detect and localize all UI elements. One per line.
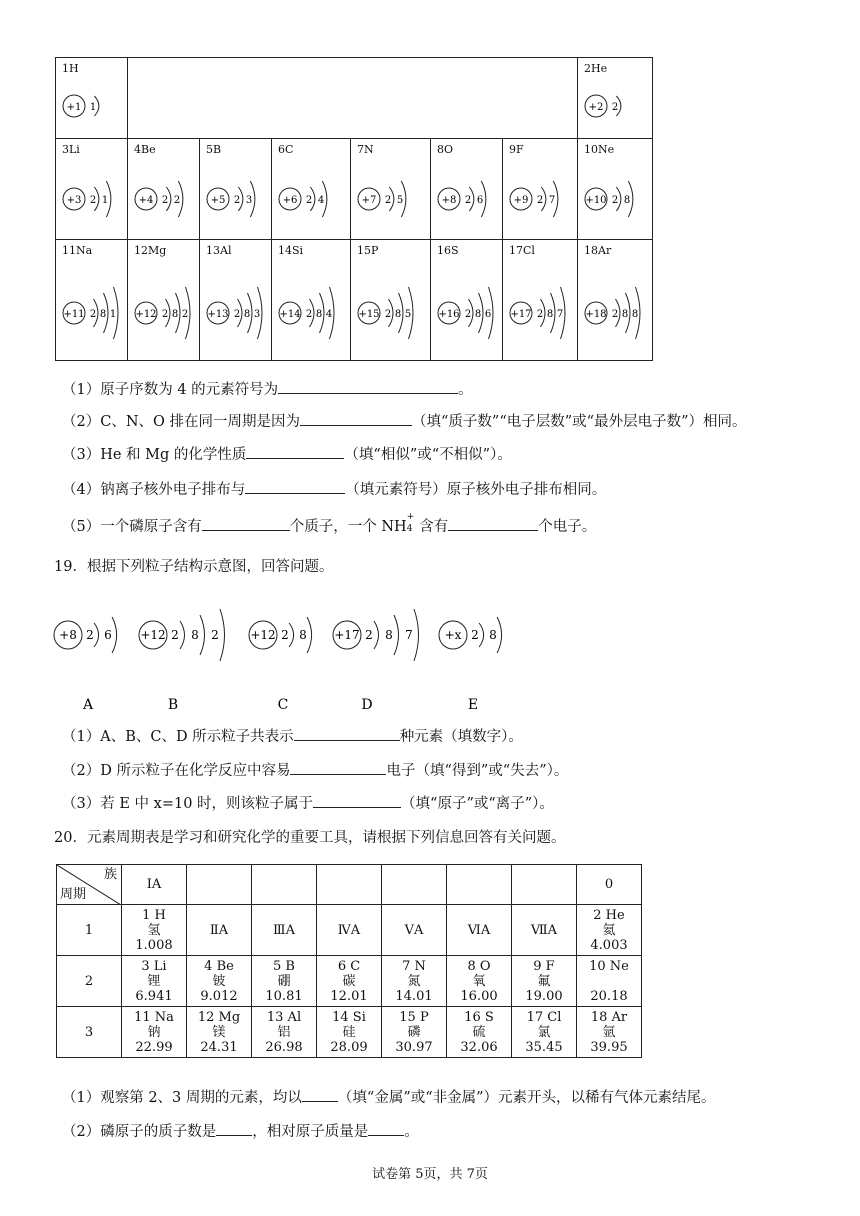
shell-electron-count: 8 <box>489 628 497 642</box>
shell-electron-count: 8 <box>243 309 251 320</box>
shell-electron-count: 6 <box>484 309 492 320</box>
element-cell-line: 硼 <box>277 973 291 989</box>
shell-electron-count: 2 <box>611 309 619 320</box>
element-label: 15P <box>357 244 379 257</box>
element-label: 10Ne <box>584 143 615 156</box>
element-label: 1H <box>62 62 79 75</box>
shell-electron-count: 8 <box>631 309 639 320</box>
element-cell-line: ⅦA <box>530 922 558 938</box>
atom-diagram <box>351 240 421 360</box>
element-cell-line: 11 Na <box>134 1009 174 1025</box>
element-cell-line <box>577 974 641 989</box>
element-label: 13Al <box>206 244 232 257</box>
element-cell-line: 碳 <box>342 973 356 989</box>
shell-electron-count: 2 <box>384 195 392 206</box>
shell-electron-count: 2 <box>384 309 392 320</box>
element-label: 9F <box>509 143 524 156</box>
element-cell-line: 2 He <box>593 907 625 923</box>
shell-electron-count: 4 <box>325 309 333 320</box>
nucleus-charge: +14 <box>279 309 301 320</box>
element-cell <box>252 1007 317 1058</box>
shell-electron-count: 2 <box>211 628 219 642</box>
electron-shell-arc <box>180 621 185 649</box>
electron-shell-arc <box>307 617 312 653</box>
element-cell-line: 氯 <box>537 1024 551 1040</box>
element-cell-line: 6.941 <box>135 988 173 1004</box>
element-label: 6C <box>278 143 294 156</box>
shell-electron-count: 2 <box>365 628 373 642</box>
nucleus-charge: +7 <box>361 195 377 206</box>
element-cell-line: 15 P <box>399 1009 429 1025</box>
element-cell-line: 7 N <box>402 958 426 974</box>
atom-cell <box>431 139 503 240</box>
nucleus-charge: +18 <box>585 309 607 320</box>
shell-electron-count: 2 <box>471 628 479 642</box>
atom-cell <box>503 240 578 361</box>
element-cell <box>187 956 252 1007</box>
element-cell <box>382 905 447 956</box>
element-cell-line: 钠 <box>147 1024 161 1040</box>
shell-electron-count: 5 <box>396 195 404 206</box>
atom-diagram <box>431 240 501 360</box>
nucleus-charge: +17 <box>510 309 532 320</box>
element-cell-line: 10 Ne <box>589 958 629 974</box>
shell-electron-count: 2 <box>611 102 619 113</box>
answer-blank[interactable] <box>302 1087 338 1102</box>
shell-electron-count: 2 <box>171 628 179 642</box>
particle-label: E <box>467 697 479 713</box>
element-cell-line: 14.01 <box>395 988 433 1004</box>
shell-electron-count: 6 <box>104 628 112 642</box>
pt-header-cell: ⅠA <box>122 865 187 905</box>
element-label: 3Li <box>62 143 80 156</box>
element-cell-line: 22.99 <box>135 1039 173 1055</box>
shell-electron-count: 8 <box>621 309 629 320</box>
shell-electron-count: 2 <box>89 309 97 320</box>
q18-part2: （2）C、N、O 排在同一周期是因为 （填“质子数”“电子层数”或“最外层电子数”）相同。 <box>62 410 747 431</box>
shell-electron-count: 1 <box>89 102 97 113</box>
particle-diagrams <box>50 585 510 719</box>
particles-svg <box>50 585 510 715</box>
period-number: 2 <box>57 956 122 1007</box>
element-cell-line: 18 Ar <box>590 1009 628 1025</box>
atom-cell <box>503 139 578 240</box>
element-cell-line: 硅 <box>342 1024 356 1040</box>
electron-shell-arc <box>497 617 502 653</box>
nucleus-charge: +11 <box>63 309 85 320</box>
answer-blank[interactable] <box>246 444 344 459</box>
electron-shell-arc <box>220 609 225 661</box>
shell-electron-count: 8 <box>385 628 393 642</box>
element-cell-line: ⅢA <box>273 922 295 938</box>
pt-header-cell <box>187 865 252 905</box>
answer-blank[interactable] <box>245 479 345 494</box>
element-cell <box>512 905 577 956</box>
element-cell-line: 氩 <box>602 1024 616 1040</box>
pt-header-cell <box>317 865 382 905</box>
period-number: 1 <box>57 905 122 956</box>
atom-cell <box>272 139 351 240</box>
shell-electron-count: 1 <box>109 309 117 320</box>
element-cell <box>187 905 252 956</box>
element-cell-line: 磷 <box>407 1024 421 1040</box>
electron-shell-arc <box>394 615 399 655</box>
atom-cell <box>431 240 503 361</box>
period-number: 3 <box>57 1007 122 1058</box>
element-cell <box>317 956 382 1007</box>
nh4-ion-scripts: + 4 <box>406 512 415 534</box>
nucleus-charge: +1 <box>66 102 82 113</box>
answer-blank[interactable] <box>278 379 458 394</box>
element-cell <box>577 905 642 956</box>
atom-diagram <box>272 240 342 360</box>
q19-part1: （1）A、B、C、D 所示粒子共表示 种元素（填数字）。 <box>62 725 523 746</box>
atom-structure-table <box>55 57 653 361</box>
element-cell-line: 1.008 <box>135 937 173 953</box>
atom-diagram <box>128 240 198 360</box>
element-label: 18Ar <box>584 244 612 257</box>
atom-cell <box>128 139 200 240</box>
shell-electron-count: 6 <box>476 195 484 206</box>
element-cell-line: 8 O <box>467 958 491 974</box>
element-cell-line: 12.01 <box>330 988 368 1004</box>
element-label: 17Cl <box>509 244 535 257</box>
q20-part2: （2）磷原子的质子数是 ，相对原子质量是 。 <box>62 1120 419 1141</box>
electron-shell-arc <box>112 617 117 653</box>
element-cell-line: ⅤA <box>404 922 424 938</box>
element-label: 7N <box>357 143 374 156</box>
shell-electron-count: 2 <box>233 195 241 206</box>
element-cell-line: 14 Si <box>332 1009 366 1025</box>
nucleus-charge: +12 <box>135 309 157 320</box>
element-cell <box>122 1007 187 1058</box>
element-cell-line: 12 Mg <box>197 1009 241 1025</box>
q18-part5: （5）一个磷原子含有 个质子，一个 NH + 4 含有 个电子。 <box>62 512 597 535</box>
element-cell-line: 19.00 <box>525 988 563 1004</box>
nucleus-charge: +x <box>444 628 462 642</box>
atom-diagram <box>578 240 648 360</box>
element-cell <box>252 905 317 956</box>
element-cell-line: 锂 <box>147 973 161 989</box>
atom-cell <box>200 240 272 361</box>
shell-electron-count: 4 <box>317 195 325 206</box>
nucleus-charge: +12 <box>140 628 166 642</box>
particle-label: A <box>82 697 94 713</box>
atom-cell <box>578 240 653 361</box>
nucleus-charge: +8 <box>59 628 77 642</box>
shell-electron-count: 2 <box>611 195 619 206</box>
shell-electron-count: 8 <box>171 309 179 320</box>
element-cell-line: 6 C <box>337 958 361 974</box>
pt-period-row <box>57 956 642 1007</box>
shell-electron-count: 2 <box>305 195 313 206</box>
shell-electron-count: 7 <box>548 195 556 206</box>
page-footer: 试卷第 5页，共 7页 <box>372 1167 488 1182</box>
nucleus-charge: +17 <box>334 628 360 642</box>
atom-diagram <box>200 240 270 360</box>
element-label: 12Mg <box>134 244 167 257</box>
element-cell <box>187 1007 252 1058</box>
atom-cell <box>578 139 653 240</box>
element-cell <box>447 905 512 956</box>
shell-electron-count: 8 <box>474 309 482 320</box>
answer-blank[interactable] <box>448 516 538 531</box>
nucleus-charge: +10 <box>585 195 607 206</box>
answer-blank[interactable] <box>368 1121 404 1136</box>
element-label: 2He <box>584 62 608 75</box>
shell-electron-count: 7 <box>556 309 564 320</box>
element-label: 5B <box>206 143 222 156</box>
element-cell-line: 氦 <box>602 922 616 938</box>
element-cell-line: 16 S <box>464 1009 494 1025</box>
shell-electron-count: 2 <box>161 195 169 206</box>
shell-electron-count: 2 <box>181 309 189 320</box>
nucleus-charge: +9 <box>513 195 529 206</box>
pt-header-cell <box>512 865 577 905</box>
nucleus-charge: +13 <box>207 309 229 320</box>
q18-part3: （3）He 和 Mg 的化学性质 （填“相似”或“不相似”）。 <box>62 443 512 464</box>
element-cell-line: ⅣA <box>337 922 361 938</box>
shell-electron-count: 2 <box>305 309 313 320</box>
element-cell <box>577 956 642 1007</box>
shell-electron-count: 2 <box>464 195 472 206</box>
element-label: 8O <box>437 143 454 156</box>
element-cell-line: 20.18 <box>590 988 628 1004</box>
shell-electron-count: 2 <box>536 309 544 320</box>
answer-blank[interactable] <box>216 1121 252 1136</box>
answer-blank[interactable] <box>313 793 401 808</box>
element-cell-line: 铝 <box>277 1024 291 1040</box>
atom-cell <box>56 139 128 240</box>
q20-title: 20．元素周期表是学习和研究化学的重要工具，请根据下列信息回答有关问题。 <box>54 830 566 846</box>
shell-electron-count: 2 <box>173 195 181 206</box>
element-label: 14Si <box>278 244 304 257</box>
shell-electron-count: 8 <box>546 309 554 320</box>
element-cell <box>447 1007 512 1058</box>
element-cell-line: 24.31 <box>200 1039 238 1055</box>
shell-electron-count: 3 <box>245 195 253 206</box>
atom-cell <box>272 240 351 361</box>
atom-cell-1h <box>56 58 128 139</box>
element-cell-line: ⅥA <box>467 922 491 938</box>
pt-header-cell <box>447 865 512 905</box>
element-cell-line: 16.00 <box>460 988 498 1004</box>
electron-shell-arc <box>479 623 484 647</box>
shell-electron-count: 2 <box>281 628 289 642</box>
element-cell-line: 氮 <box>407 973 421 989</box>
nucleus-charge: +16 <box>438 309 460 320</box>
electron-shell-arc <box>200 615 205 655</box>
element-cell-line: 铍 <box>212 973 226 989</box>
atom-cell-2he <box>578 58 653 139</box>
q18-part4: （4）钠离子核外电子排布与 （填元素符号）原子核外电子排布相同。 <box>62 478 606 499</box>
nucleus-charge: +15 <box>358 309 380 320</box>
shell-electron-count: 1 <box>101 195 109 206</box>
atom-cell <box>56 240 128 361</box>
particle-label: C <box>277 697 289 713</box>
shell-electron-count: 7 <box>405 628 413 642</box>
element-cell-line: 1 H <box>142 907 166 923</box>
element-cell <box>382 956 447 1007</box>
shell-electron-count: 2 <box>89 195 97 206</box>
electron-shell-arc <box>374 621 379 649</box>
element-cell-line: 4 Be <box>204 958 234 974</box>
pt-corner: 族 周期 <box>57 865 122 905</box>
element-cell-line: 氟 <box>537 973 551 989</box>
atom-diagram <box>503 240 573 360</box>
empty-block <box>128 58 578 139</box>
shell-electron-count: 8 <box>315 309 323 320</box>
pt-period-row <box>57 905 642 956</box>
answer-blank[interactable] <box>294 726 400 741</box>
element-cell <box>382 1007 447 1058</box>
element-cell-line: 硫 <box>472 1024 486 1040</box>
element-cell <box>577 1007 642 1058</box>
particle-label: B <box>167 697 179 713</box>
pt-header-row <box>57 865 642 905</box>
shell-electron-count: 5 <box>404 309 412 320</box>
shell-electron-count: 8 <box>394 309 402 320</box>
q20-part1: （1）观察第 2、3 周期的元素，均以 （填“金属”或“非金属”）元素开头，以稀有气体元素结尾。 <box>62 1086 716 1107</box>
shell-electron-count: 2 <box>86 628 94 642</box>
q18-part1: （1）原子序数为 4 的元素符号为 。 <box>62 378 473 399</box>
shell-electron-count: 8 <box>623 195 631 206</box>
shell-electron-count: 3 <box>253 309 261 320</box>
shell-electron-count: 8 <box>99 309 107 320</box>
element-cell-line: 4.003 <box>590 937 628 953</box>
answer-blank[interactable] <box>202 516 290 531</box>
pt-header-cell <box>382 865 447 905</box>
q19-part2: （2）D 所示粒子在化学反应中容易 电子（填“得到”或“失去”）。 <box>62 759 568 780</box>
nucleus-charge: +4 <box>138 195 154 206</box>
element-cell-line: 32.06 <box>460 1039 498 1055</box>
element-cell-line: 镁 <box>212 1024 226 1040</box>
pt-header-cell <box>252 865 317 905</box>
element-cell-line: 9.012 <box>200 988 238 1004</box>
periodic-table <box>56 864 642 1058</box>
pt-header-cell: 0 <box>577 865 642 905</box>
atom-diagram <box>56 240 126 360</box>
element-cell-line: 28.09 <box>330 1039 368 1055</box>
element-cell-line: 10.81 <box>265 988 303 1004</box>
atom-cell <box>351 139 431 240</box>
element-cell <box>252 956 317 1007</box>
atom-cell <box>351 240 431 361</box>
nucleus-charge: +12 <box>250 628 276 642</box>
element-cell <box>447 956 512 1007</box>
element-cell-line: 35.45 <box>525 1039 563 1055</box>
atom-cell <box>128 240 200 361</box>
electron-shell-arc <box>289 623 294 647</box>
q19-title: 19．根据下列粒子结构示意图，回答问题。 <box>54 559 334 575</box>
element-cell-line: 3 Li <box>141 958 167 974</box>
element-cell-line: 5 B <box>273 958 295 974</box>
element-label: 16S <box>437 244 459 257</box>
nucleus-charge: +8 <box>441 195 457 206</box>
element-cell <box>122 956 187 1007</box>
element-cell-line: 30.97 <box>395 1039 433 1055</box>
shell-electron-count: 8 <box>191 628 199 642</box>
element-cell <box>512 956 577 1007</box>
q19-part3: （3）若 E 中 x=10 时，则该粒子属于 （填“原子”或“离子”）。 <box>62 792 554 813</box>
element-cell-line: ⅡA <box>209 922 229 938</box>
shell-electron-count: 2 <box>536 195 544 206</box>
shell-electron-count: 2 <box>233 309 241 320</box>
shell-electron-count: 2 <box>161 309 169 320</box>
element-cell <box>317 1007 382 1058</box>
element-label: 4Be <box>134 143 156 156</box>
element-cell-line: 26.98 <box>265 1039 303 1055</box>
electron-shell-arc <box>414 609 419 661</box>
element-label: 11Na <box>62 244 93 257</box>
nucleus-charge: +6 <box>282 195 298 206</box>
element-cell <box>122 905 187 956</box>
element-cell <box>317 905 382 956</box>
element-cell <box>512 1007 577 1058</box>
element-cell-line: 17 Cl <box>526 1009 562 1025</box>
element-cell-line: 9 F <box>533 958 555 974</box>
shell-electron-count: 2 <box>464 309 472 320</box>
answer-blank[interactable] <box>300 411 412 426</box>
atom-cell <box>200 139 272 240</box>
element-cell-line: 氧 <box>472 973 486 989</box>
electron-shell-arc <box>94 623 99 647</box>
particle-label: D <box>361 697 373 713</box>
pt-period-row <box>57 1007 642 1058</box>
element-cell-line: 39.95 <box>590 1039 628 1055</box>
element-cell-line: 氢 <box>147 922 161 938</box>
answer-blank[interactable] <box>290 760 386 775</box>
nucleus-charge: +3 <box>66 195 82 206</box>
element-cell-line: 13 Al <box>266 1009 302 1025</box>
nucleus-charge: +2 <box>588 102 604 113</box>
nucleus-charge: +5 <box>210 195 226 206</box>
shell-electron-count: 8 <box>299 628 307 642</box>
